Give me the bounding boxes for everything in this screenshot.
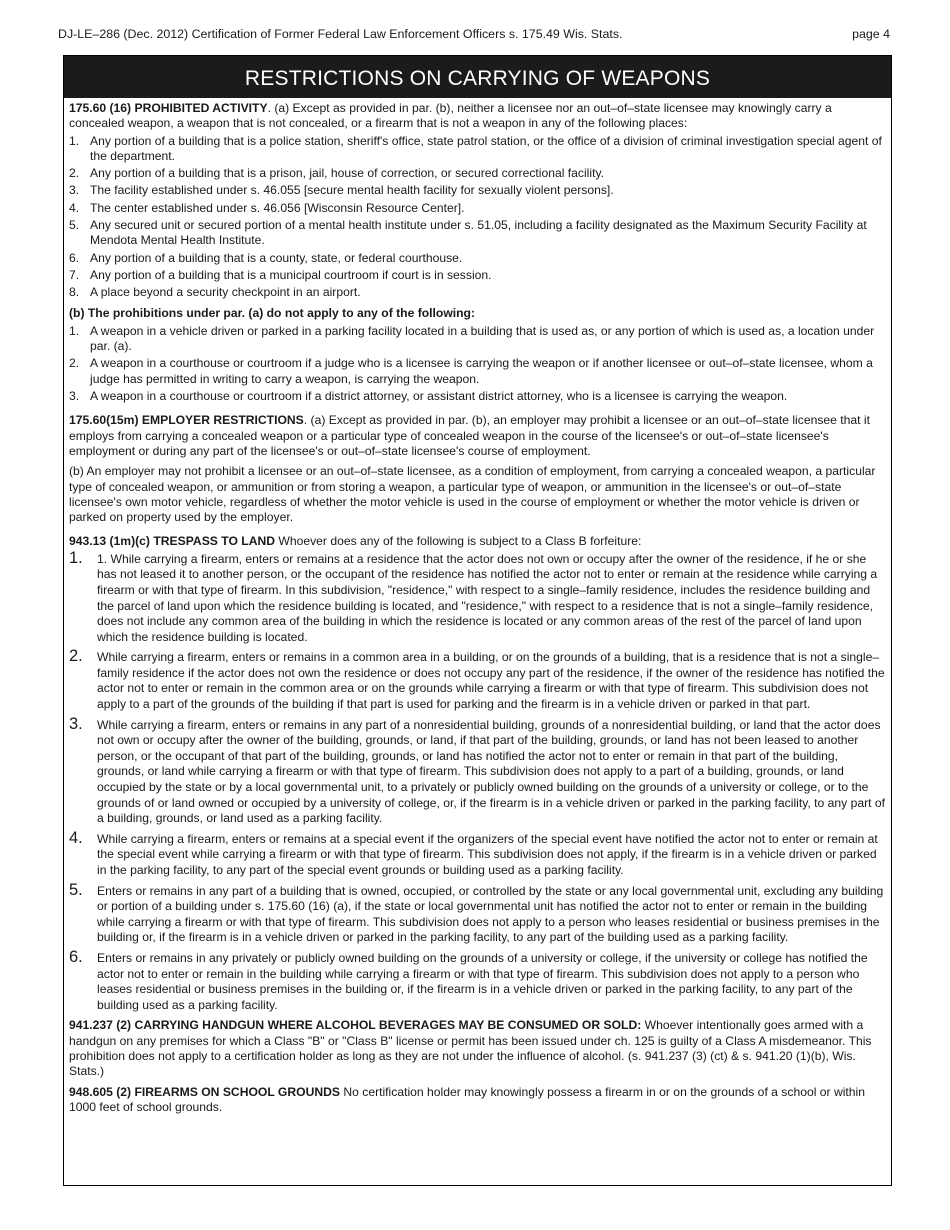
item-number: 3.: [69, 714, 83, 733]
item-text: Any secured unit or secured portion of a mental health institute under s. 51.05, including a facility designated as the Maximum Security Facility at Mendota Mental Health Institute.: [90, 218, 867, 248]
list-item: [69, 647, 886, 712]
form-title: DJ-LE–286 (Dec. 2012) Certification of Former Federal Law Enforcement Officers s. 175.49 Wis. Stats.: [58, 27, 623, 41]
trespass-intro: [69, 534, 886, 549]
handgun-alcohol-heading: 941.237 (2) CARRYING HANDGUN WHERE ALCOHOL BEVERAGES MAY BE CONSUMED OR SOLD:: [69, 1018, 642, 1033]
school-grounds-heading: 948.605 (2) FIREARMS ON SCHOOL GROUNDS: [69, 1084, 340, 1099]
employer-restrictions-text: . (a) Except as provided in par. (b), an employer may prohibit a licensee or an out–of–state licensee that it employs from carrying a concealed weapon or a particular type of concealed weapon in the course of the licensee's or out–of–state licensee's employment or during any part of the licensee's or out–of–state licensee's course of employment.: [69, 413, 870, 458]
employer-restrictions-para-a: [69, 413, 886, 459]
item-text: While carrying a firearm, enters or remains in a common area in a building, or on the grounds of a building, that is a residence that is not a single–family residence if the actor does not own the residence or does not occupy any part of the residence, if the owner of the residence has notified the actor not to enter or remain in the common area or on the grounds while carrying a firearm or with that type of firearm. This subdivision does not apply to a part of the grounds of the building if that part is used for parking and the firearm is in a vehicle driven or parked in that part.: [97, 650, 885, 712]
item-number: 8.: [69, 285, 80, 300]
list-item: [69, 183, 886, 198]
list-item: [69, 134, 886, 165]
item-number: 3.: [69, 183, 80, 198]
item-text: The center established under s. 46.056 [Wisconsin Resource Center].: [90, 200, 465, 215]
item-number: 3.: [69, 389, 80, 404]
page-number: page 4: [852, 27, 890, 41]
list-item: [69, 285, 886, 300]
item-number: 5.: [69, 880, 83, 899]
trespass-list: [69, 548, 886, 1014]
list-item: [69, 947, 886, 1013]
item-number: 4.: [69, 200, 80, 215]
list-item: [69, 548, 886, 646]
list-item: [69, 828, 886, 879]
handgun-alcohol-para: [69, 1018, 886, 1079]
item-number: 1.: [69, 133, 80, 148]
item-number: 2.: [69, 647, 83, 666]
item-text: Enters or remains in any part of a building that is owned, occupied, or controlled by the state or any local governmental unit, excluding any building or portion of a building under s. 175.60 (16) (a), if the state or local governmental unit has notified the actor not to enter or remain in the building while carrying a firearm or with that type of firearm. This subdivision does not apply to a person who leases residential or business premises in the building or, if the firearm is in a vehicle driven or parked in the parking facility, to any part of the building used as a parking facility.: [97, 883, 884, 945]
list-item: [69, 714, 886, 827]
item-text: A weapon in a courthouse or courtroom if a judge who is a licensee is carrying the weapon or if another licensee or out–of–state licensee, whom a judge has permitted in writing to carry a weapon, is carrying the weapon.: [90, 356, 873, 386]
exceptions-heading: (b) The prohibitions under par. (a) do not apply to any of the following:: [69, 305, 476, 320]
item-number: 2.: [69, 356, 80, 371]
content-body: [64, 98, 891, 1115]
item-text: Any portion of a building that is a police station, sheriff's office, state patrol station, or the office of a division of criminal investigation special agent of the department.: [90, 133, 882, 163]
item-number: 4.: [69, 828, 83, 847]
employer-restrictions-heading: 175.60(15m) EMPLOYER RESTRICTIONS: [69, 413, 304, 428]
item-text: A weapon in a courthouse or courtroom if a district attorney, or assistant district attorney, who is a licensee is carrying the weapon.: [90, 389, 788, 404]
trespass-text: Whoever does any of the following is subject to a Class B forfeiture:: [275, 534, 642, 549]
handgun-alcohol-text: Whoever intentionally goes armed with a handgun on any premises for which a Class "B" or "Class B" license or permit has been issued under ch. 125 is guilty of a Class A misdemeanor. This prohibition does not apply to a certification holder as long as they are not under the influence of alcohol. (s. 941.237 (3) (ct) & s. 941.20 (1)(b), Wis. Stats.): [69, 1018, 872, 1079]
item-number: 2.: [69, 166, 80, 181]
item-text: While carrying a firearm, enters or remains at a special event if the organizers of the special event have notified the actor not to enter or remain at the special event while carrying a firearm or with that type of firearm. This subdivision does not apply, if the firearm is in a vehicle driven or parked in the parking facility, to any part of the special event grounds or building used as a parking facility.: [97, 831, 878, 877]
item-number: 5.: [69, 218, 80, 233]
item-number: 7.: [69, 267, 80, 282]
list-item: [69, 324, 886, 355]
school-grounds-para: [69, 1085, 886, 1116]
page-header: [58, 27, 890, 41]
item-text: Any portion of a building that is a prison, jail, house of correction, or secured correctional facility.: [90, 166, 604, 181]
school-grounds-text: No certification holder may knowingly possess a firearm in or on the grounds of a school or within 1000 feet of school grounds.: [69, 1084, 865, 1114]
trespass-heading: 943.13 (1m)(c) TRESPASS TO LAND: [69, 534, 275, 549]
list-item: [69, 389, 886, 404]
list-item: [69, 356, 886, 387]
prohibited-activity-text: . (a) Except as provided in par. (b), neither a licensee nor an out–of–state licensee may knowingly carry a concealed weapon, a weapon that is not concealed, or a firearm that is not a weapon in any of the following places:: [69, 101, 832, 131]
item-number: 6.: [69, 250, 80, 265]
item-text: A place beyond a security checkpoint in an airport.: [90, 285, 361, 300]
item-number: 1.: [69, 323, 80, 338]
item-text: Any portion of a building that is a county, state, or federal courthouse.: [90, 250, 463, 265]
item-text: The facility established under s. 46.055 [secure mental health facility for sexually violent persons].: [90, 183, 614, 198]
section-banner: RESTRICTIONS ON CARRYING OF WEAPONS: [64, 56, 891, 98]
prohibited-activity-heading: 175.60 (16) PROHIBITED ACTIVITY: [69, 101, 268, 115]
prohibited-places-list: [69, 134, 886, 301]
list-item: [69, 166, 886, 181]
item-text: A weapon in a vehicle driven or parked in a parking facility located in a building that is used as, or any portion of which is used as, a location under par. (a).: [90, 323, 875, 354]
item-number: 1.: [69, 548, 83, 567]
list-item: [69, 268, 886, 283]
item-number: 6.: [69, 947, 83, 966]
list-item: [69, 201, 886, 216]
list-item: [69, 880, 886, 946]
prohibited-activity-intro: [69, 101, 886, 132]
list-item: [69, 251, 886, 266]
list-item: [69, 218, 886, 249]
item-text: Enters or remains in any privately or publicly owned building on the grounds of a university or college, if the university or college has notified the actor not to enter or remain in the building while carrying a firearm or with that type of firearm. This subdivision does not apply to a person who leases residential or business premises in the building or, if the firearm is in a vehicle driven or parked in the parking facility, to any part of the building used as a parking facility.: [97, 950, 868, 1012]
item-text: Any portion of a building that is a municipal courtroom if court is in session.: [90, 267, 492, 282]
item-text: While carrying a firearm, enters or remains in any part of a nonresidential building, grounds of a nonresidential building, or land that the actor does not own or occupy after the owner of the building, grounds, or land, if that part of the building, grounds, or land has not been leased to another person, or the occupant of that part of the building, grounds, or land has notified the actor not to enter or remain in that part of the building, grounds, or land while carrying a firearm or with that type of firearm. This subdivision does not apply to a part of a building, grounds, or land occupied by the state or by a local governmental unit, to a privately or publicly owned building on the grounds of a university or college, or to the grounds of or land owned or occupied by a university of college, or, if the firearm is in a vehicle driven or parked in the parking facility, to any part of a building, grounds, or land used as a parking facility.: [97, 717, 885, 826]
restrictions-box: [63, 55, 892, 1186]
employer-restrictions-para-b: (b) An employer may not prohibit a licensee or an out–of–state licensee, as a condition of employment, from carrying a concealed weapon, a particular type of concealed weapon, or ammunition or from storing a weapon, a particular type of weapon, or ammunition in the licensee's or out–of–state licensee's own motor vehicle, regardless of whether the motor vehicle is used in the course of employment or whether the motor vehicle is driven or parked on property used by the employer.: [69, 464, 876, 525]
item-text: 1. While carrying a firearm, enters or remains at a residence that the actor does not own or occupy after the owner of the residence, if he or she has not leased it to another person, or the occupant of the residence has notified the actor not to enter or remain at the residence while carrying a firearm or with that type of firearm. In this subdivision, "residence," with respect to a single–family residence, includes the residence building and the parcel of land upon which the residence building is located, and "residence," with respect to a residence that is not a single–family residence, does not include any common area of the building in which the residence is located or any common areas of the rest of the parcel of land upon which the residence building is located.: [97, 551, 878, 644]
exceptions-list: [69, 324, 886, 404]
